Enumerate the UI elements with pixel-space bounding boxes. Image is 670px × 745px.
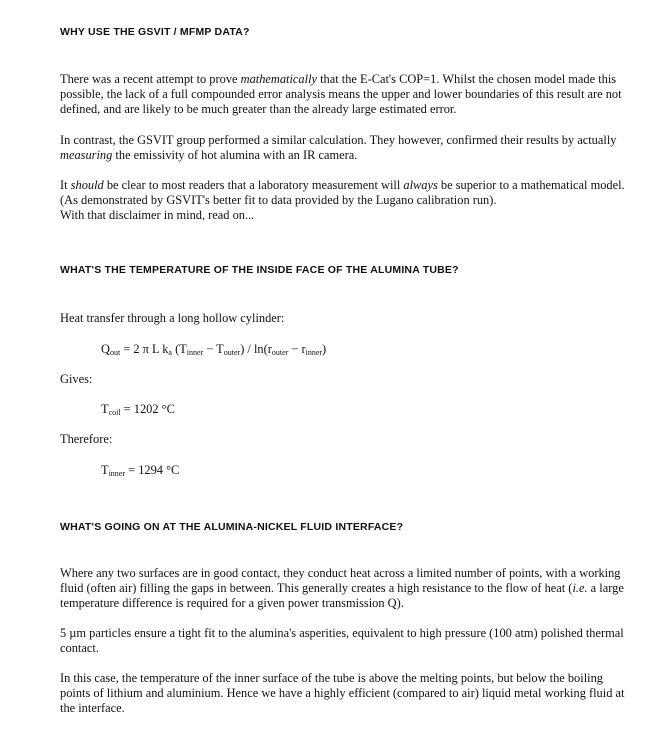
- intro-p1-emphasis: mathematically: [240, 72, 318, 86]
- intro-p3-emphasis-2: always: [403, 178, 438, 192]
- interface-paragraph-3: In this case, the temperature of the inner surface of the tube is above the melting points, but below the boiling points of lithium and aluminium. Hence we have a highly efficient (compared to air) liquid metal working fluid at the interface.: [60, 671, 625, 715]
- heat-transfer-equation: $Q_{out} = 2$ π L $k_a$ $(T_{inner} - T_{outer}) / \ln(r_{outer} - r_{inner})$: [101, 342, 327, 357]
- intro-p3-text-b: be clear to most readers that a laboratory measurement will: [103, 178, 404, 192]
- inner-temperature-equation: $T_{inner} = 1294$ °C: [101, 463, 180, 478]
- heading-inner-temperature: WHAT'S THE TEMPERATURE OF THE INSIDE FACE OF THE ALUMINA TUBE?: [60, 264, 459, 276]
- intro-paragraph-3: [60, 178, 630, 223]
- intro-p2-text-a: In contrast, the GSVIT group performed a similar calculation. They however, confirmed their results by actually: [60, 133, 617, 147]
- intro-paragraph-2: [60, 133, 630, 163]
- interface-paragraph-2: 5 µm particles ensure a tight fit to the alumina's asperities, equivalent to high pressure (100 atm) polished thermal contact.: [60, 626, 624, 655]
- heading-fluid-interface: WHAT'S GOING ON AT THE ALUMINA-NICKEL FLUID INTERFACE?: [60, 521, 404, 533]
- intro-p2-text-b: the emissivity of hot alumina with an IR camera.: [112, 148, 358, 162]
- intro-paragraph-1: [60, 72, 630, 117]
- intro-p3-disclaimer: With that disclaimer in mind, read on...: [60, 208, 255, 222]
- gives-label: Gives:: [60, 372, 93, 386]
- intro-p3-text-c: be superior to a mathematical model. (As demonstrated by GSVIT's better fit to data provided by the Lugano calibration run).: [60, 178, 625, 207]
- interface-p1-text-b: a large temperature difference is required for a given power transmission Q).: [60, 581, 624, 610]
- intro-p3-text-a: It: [60, 178, 71, 192]
- heat-transfer-label: Heat transfer through a long hollow cylinder:: [60, 311, 285, 325]
- interface-p1-text-a: Where any two surfaces are in good contact, they conduct heat across a limited number of points, with a working fluid (often air) filling the gaps in between. This generally creates a high resistance to the flow of heat (: [60, 566, 621, 595]
- intro-p3-emphasis-1: should: [70, 178, 104, 192]
- interface-p1-emphasis: i.e.: [572, 581, 588, 595]
- intro-p2-emphasis: measuring: [60, 148, 113, 162]
- intro-p1-text-a: There was a recent attempt to prove: [60, 72, 241, 86]
- interface-paragraph-1: [60, 566, 630, 611]
- therefore-label: Therefore:: [60, 432, 113, 446]
- intro-p1-text-b: that the E-Cat's COP=1. Whilst the chosen model made this possible, the lack of a full compounded error analysis means the upper and lower boundaries of this result are not defined, and are likely to be much greater than the already large estimated error.: [60, 72, 622, 116]
- heading-why-use-data: WHY USE THE GSVIT / MFMP DATA?: [60, 26, 250, 38]
- coil-temperature-equation: $T_{coil} = 1202$ °C: [101, 402, 175, 417]
